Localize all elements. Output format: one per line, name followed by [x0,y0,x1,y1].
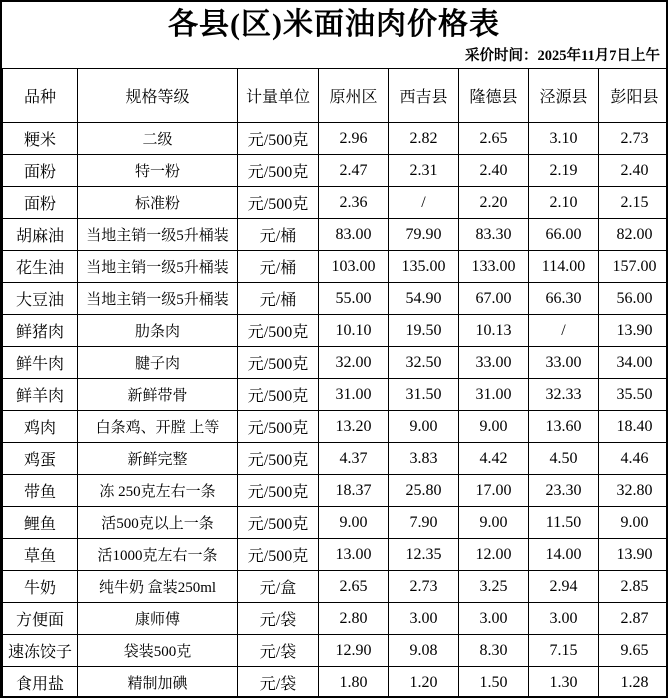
table-cell: 34.00 [599,347,668,379]
table-cell: 2.40 [459,155,529,187]
table-cell: 面粉 [3,155,78,187]
table-cell: 特一粉 [78,155,238,187]
table-cell: 1.30 [529,667,599,698]
table-cell: 83.30 [459,219,529,251]
table-cell: 2.82 [389,123,459,155]
table-cell: 腱子肉 [78,347,238,379]
table-cell: 33.00 [459,347,529,379]
table-row [3,219,668,251]
table-cell: 12.00 [459,539,529,571]
table-cell: 鸡蛋 [3,443,78,475]
table-row [3,155,668,187]
table-cell: 32.33 [529,379,599,411]
table-cell: 2.73 [599,123,668,155]
table-cell: 9.00 [319,507,389,539]
collection-time-label: 采价时间：2025年11月7日上午 [465,48,660,64]
table-cell: 牛奶 [3,571,78,603]
table-cell: 9.00 [459,411,529,443]
table-cell: 3.00 [389,603,459,635]
table-cell: 1.50 [459,667,529,698]
table-cell: 133.00 [459,251,529,283]
table-cell: 鲜牛肉 [3,347,78,379]
table-cell: 11.50 [529,507,599,539]
column-header-jingyuan: 泾源县 [529,69,599,123]
table-cell: / [529,315,599,347]
column-header-yuanzhou: 原州区 [319,69,389,123]
table-cell: 冻 250克左右一条 [78,475,238,507]
table-cell: 2.73 [389,571,459,603]
table-cell: 9.65 [599,635,668,667]
table-cell: 2.87 [599,603,668,635]
table-row [3,379,668,411]
table-cell: 9.08 [389,635,459,667]
page-title: 各县(区)米面油肉价格表 [168,8,500,41]
table-row [3,187,668,219]
table-cell: 当地主销一级5升桶装 [78,251,238,283]
table-cell: 7.15 [529,635,599,667]
table-cell: 1.80 [319,667,389,698]
table-cell: 元/桶 [238,251,319,283]
table-cell: 7.90 [389,507,459,539]
header-row [3,69,668,123]
table-cell: 13.60 [529,411,599,443]
table-cell: 13.90 [599,315,668,347]
table-cell: 元/500克 [238,123,319,155]
table-cell: 66.30 [529,283,599,315]
table-cell: 大豆油 [3,283,78,315]
table-cell: 4.37 [319,443,389,475]
table-cell: 14.00 [529,539,599,571]
table-cell: 66.00 [529,219,599,251]
table-cell: 元/500克 [238,475,319,507]
table-cell: 新鲜带骨 [78,379,238,411]
table-cell: 粳米 [3,123,78,155]
table-cell: 元/500克 [238,411,319,443]
table-cell: 当地主销一级5升桶装 [78,219,238,251]
table-cell: 鲜猪肉 [3,315,78,347]
table-cell: 元/盒 [238,571,319,603]
table-cell: 2.65 [319,571,389,603]
table-cell: 67.00 [459,283,529,315]
table-cell: 55.00 [319,283,389,315]
table-cell: 3.00 [459,603,529,635]
table-cell: 2.40 [599,155,668,187]
table-row [3,283,668,315]
table-row [3,507,668,539]
table-cell: 4.50 [529,443,599,475]
table-cell: 带鱼 [3,475,78,507]
table-cell: 2.15 [599,187,668,219]
column-header-product: 品种 [3,69,78,123]
table-cell: 2.96 [319,123,389,155]
table-cell: 2.19 [529,155,599,187]
table-cell: 12.90 [319,635,389,667]
table-cell: 元/500克 [238,347,319,379]
table-cell: 当地主销一级5升桶装 [78,283,238,315]
table-cell: 活500克以上一条 [78,507,238,539]
table-cell: 2.94 [529,571,599,603]
table-cell: 袋装500克 [78,635,238,667]
table-cell: 114.00 [529,251,599,283]
table-cell: 135.00 [389,251,459,283]
table-cell: 鸡肉 [3,411,78,443]
column-header-xiji: 西吉县 [389,69,459,123]
table-cell: 4.42 [459,443,529,475]
table-cell: 35.50 [599,379,668,411]
table-cell: 32.80 [599,475,668,507]
table-cell: 元/500克 [238,379,319,411]
table-row [3,411,668,443]
table-cell: 9.00 [459,507,529,539]
table-cell: 157.00 [599,251,668,283]
table-cell: 活1000克左右一条 [78,539,238,571]
table-cell: 3.10 [529,123,599,155]
column-header-pengyang: 彭阳县 [599,69,668,123]
table-cell: 元/桶 [238,219,319,251]
table-cell: 花生油 [3,251,78,283]
table-cell: 1.20 [389,667,459,698]
table-cell: 83.00 [319,219,389,251]
table-cell: 9.00 [599,507,668,539]
table-cell: 10.10 [319,315,389,347]
table-cell: 元/500克 [238,155,319,187]
table-cell: 元/500克 [238,187,319,219]
table-cell: 新鲜完整 [78,443,238,475]
table-row [3,475,668,507]
table-cell: 元/500克 [238,443,319,475]
table-cell: 32.00 [319,347,389,379]
table-cell: 3.83 [389,443,459,475]
table-cell: 12.35 [389,539,459,571]
table-cell: 鲜羊肉 [3,379,78,411]
table-cell: 元/袋 [238,603,319,635]
table-row [3,123,668,155]
table-cell: 10.13 [459,315,529,347]
table-row [3,667,668,698]
table-cell: 56.00 [599,283,668,315]
table-row [3,251,668,283]
table-row [3,635,668,667]
table-cell: 18.37 [319,475,389,507]
table-cell: 9.00 [389,411,459,443]
table-cell: 32.50 [389,347,459,379]
table-cell: 食用盐 [3,667,78,698]
table-cell: 31.00 [459,379,529,411]
table-row [3,539,668,571]
table-cell: / [389,187,459,219]
table-cell: 面粉 [3,187,78,219]
table-cell: 33.00 [529,347,599,379]
table-cell: 2.85 [599,571,668,603]
table-cell: 2.31 [389,155,459,187]
table-cell: 13.00 [319,539,389,571]
table-cell: 23.30 [529,475,599,507]
table-row [3,443,668,475]
column-header-spec-grade: 规格等级 [78,69,238,123]
table-cell: 精制加碘 [78,667,238,698]
table-row [3,603,668,635]
table-cell: 康师傅 [78,603,238,635]
table-row [3,571,668,603]
table-cell: 元/500克 [238,507,319,539]
table-cell: 17.00 [459,475,529,507]
table-cell: 13.20 [319,411,389,443]
table-cell: 胡麻油 [3,219,78,251]
table-cell: 2.36 [319,187,389,219]
table-cell: 2.80 [319,603,389,635]
table-cell: 13.90 [599,539,668,571]
table-cell: 31.50 [389,379,459,411]
table-cell: 82.00 [599,219,668,251]
table-cell: 标准粉 [78,187,238,219]
table-cell: 18.40 [599,411,668,443]
table-cell: 79.90 [389,219,459,251]
table-cell: 19.50 [389,315,459,347]
table-cell: 3.00 [529,603,599,635]
table-cell: 2.10 [529,187,599,219]
table-cell: 2.20 [459,187,529,219]
table-cell: 方便面 [3,603,78,635]
document-header [2,2,666,68]
table-row [3,347,668,379]
price-table-body [3,123,668,698]
table-cell: 54.90 [389,283,459,315]
price-table [2,68,668,698]
table-cell: 31.00 [319,379,389,411]
table-cell: 8.30 [459,635,529,667]
table-cell: 元/袋 [238,635,319,667]
table-cell: 元/500克 [238,539,319,571]
table-cell: 纯牛奶 盒装250ml [78,571,238,603]
table-cell: 肋条肉 [78,315,238,347]
table-cell: 2.65 [459,123,529,155]
table-cell: 二级 [78,123,238,155]
table-cell: 103.00 [319,251,389,283]
table-cell: 鲤鱼 [3,507,78,539]
table-cell: 白条鸡、开膛 上等 [78,411,238,443]
column-header-longde: 隆德县 [459,69,529,123]
table-cell: 2.47 [319,155,389,187]
column-header-unit: 计量单位 [238,69,319,123]
table-cell: 元/袋 [238,667,319,698]
table-cell: 元/桶 [238,283,319,315]
table-cell: 1.28 [599,667,668,698]
table-row [3,315,668,347]
table-cell: 速冻饺子 [3,635,78,667]
table-cell: 元/500克 [238,315,319,347]
table-cell: 25.80 [389,475,459,507]
table-cell: 3.25 [459,571,529,603]
table-cell: 草鱼 [3,539,78,571]
table-cell: 4.46 [599,443,668,475]
